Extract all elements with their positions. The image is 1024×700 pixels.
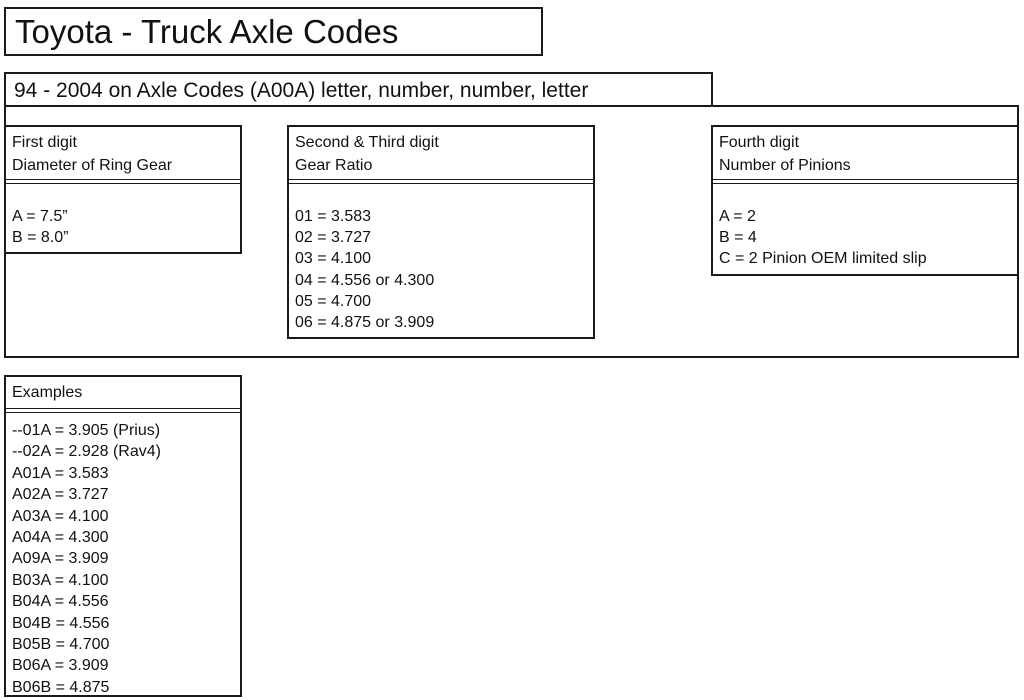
list-item: A09A = 3.909 <box>12 550 109 568</box>
list-item: B04A = 4.556 <box>12 593 109 611</box>
first-digit-list <box>6 184 240 248</box>
fourth-digit-panel <box>711 125 1019 276</box>
list-item: A04A = 4.300 <box>12 529 109 547</box>
first-digit-header <box>6 127 240 179</box>
list-item: B06A = 3.909 <box>12 657 109 675</box>
list-item: 06 = 4.875 or 3.909 <box>295 314 435 332</box>
list-item: B05B = 4.700 <box>12 636 110 654</box>
list-item: A = 7.5” <box>12 208 68 225</box>
fourth-digit-heading: Fourth digit <box>719 134 800 151</box>
list-item: A02A = 3.727 <box>12 486 109 504</box>
list-item: A01A = 3.583 <box>12 464 109 482</box>
list-item: 01 = 3.583 <box>295 208 372 225</box>
list-item: B06B = 4.875 <box>12 678 110 696</box>
list-item: A = 2 <box>719 208 756 225</box>
section-subtitle: 94 - 2004 on Axle Codes (A00A) letter, number, number, letter <box>14 79 589 102</box>
list-item: A03A = 4.100 <box>12 507 109 525</box>
examples-panel <box>4 375 242 697</box>
page-title-box <box>4 7 543 56</box>
list-item: C = 2 Pinion OEM limited slip <box>719 250 927 268</box>
second-third-digit-list <box>289 184 593 333</box>
first-digit-panel <box>4 125 242 254</box>
examples-heading: Examples <box>12 384 83 401</box>
list-item: 03 = 4.100 <box>295 250 372 268</box>
section-subtitle-box <box>4 72 713 107</box>
list-item: --02A = 2.928 (Rav4) <box>12 443 161 461</box>
second-third-digit-panel <box>287 125 595 339</box>
fourth-digit-header <box>713 127 1017 179</box>
list-item: 05 = 4.700 <box>295 292 372 310</box>
list-item: B = 4 <box>719 229 757 247</box>
first-digit-heading: First digit <box>12 134 77 151</box>
list-item: B04B = 4.556 <box>12 614 110 632</box>
second-third-digit-header <box>289 127 593 179</box>
first-digit-subheading: Diameter of Ring Gear <box>12 157 173 174</box>
list-item: --01A = 3.905 (Prius) <box>12 422 161 439</box>
list-item: 04 = 4.556 or 4.300 <box>295 271 435 289</box>
second-third-digit-subheading: Gear Ratio <box>295 157 373 174</box>
examples-header <box>6 377 240 408</box>
second-third-digit-heading: Second & Third digit <box>295 134 439 151</box>
page-title: Toyota - Truck Axle Codes <box>15 13 399 50</box>
list-item: B03A = 4.100 <box>12 571 109 589</box>
examples-list <box>6 413 240 698</box>
fourth-digit-subheading: Number of Pinions <box>719 157 851 174</box>
fourth-digit-list <box>713 184 1017 270</box>
list-item: 02 = 3.727 <box>295 229 372 247</box>
list-item: B = 8.0” <box>12 229 69 247</box>
